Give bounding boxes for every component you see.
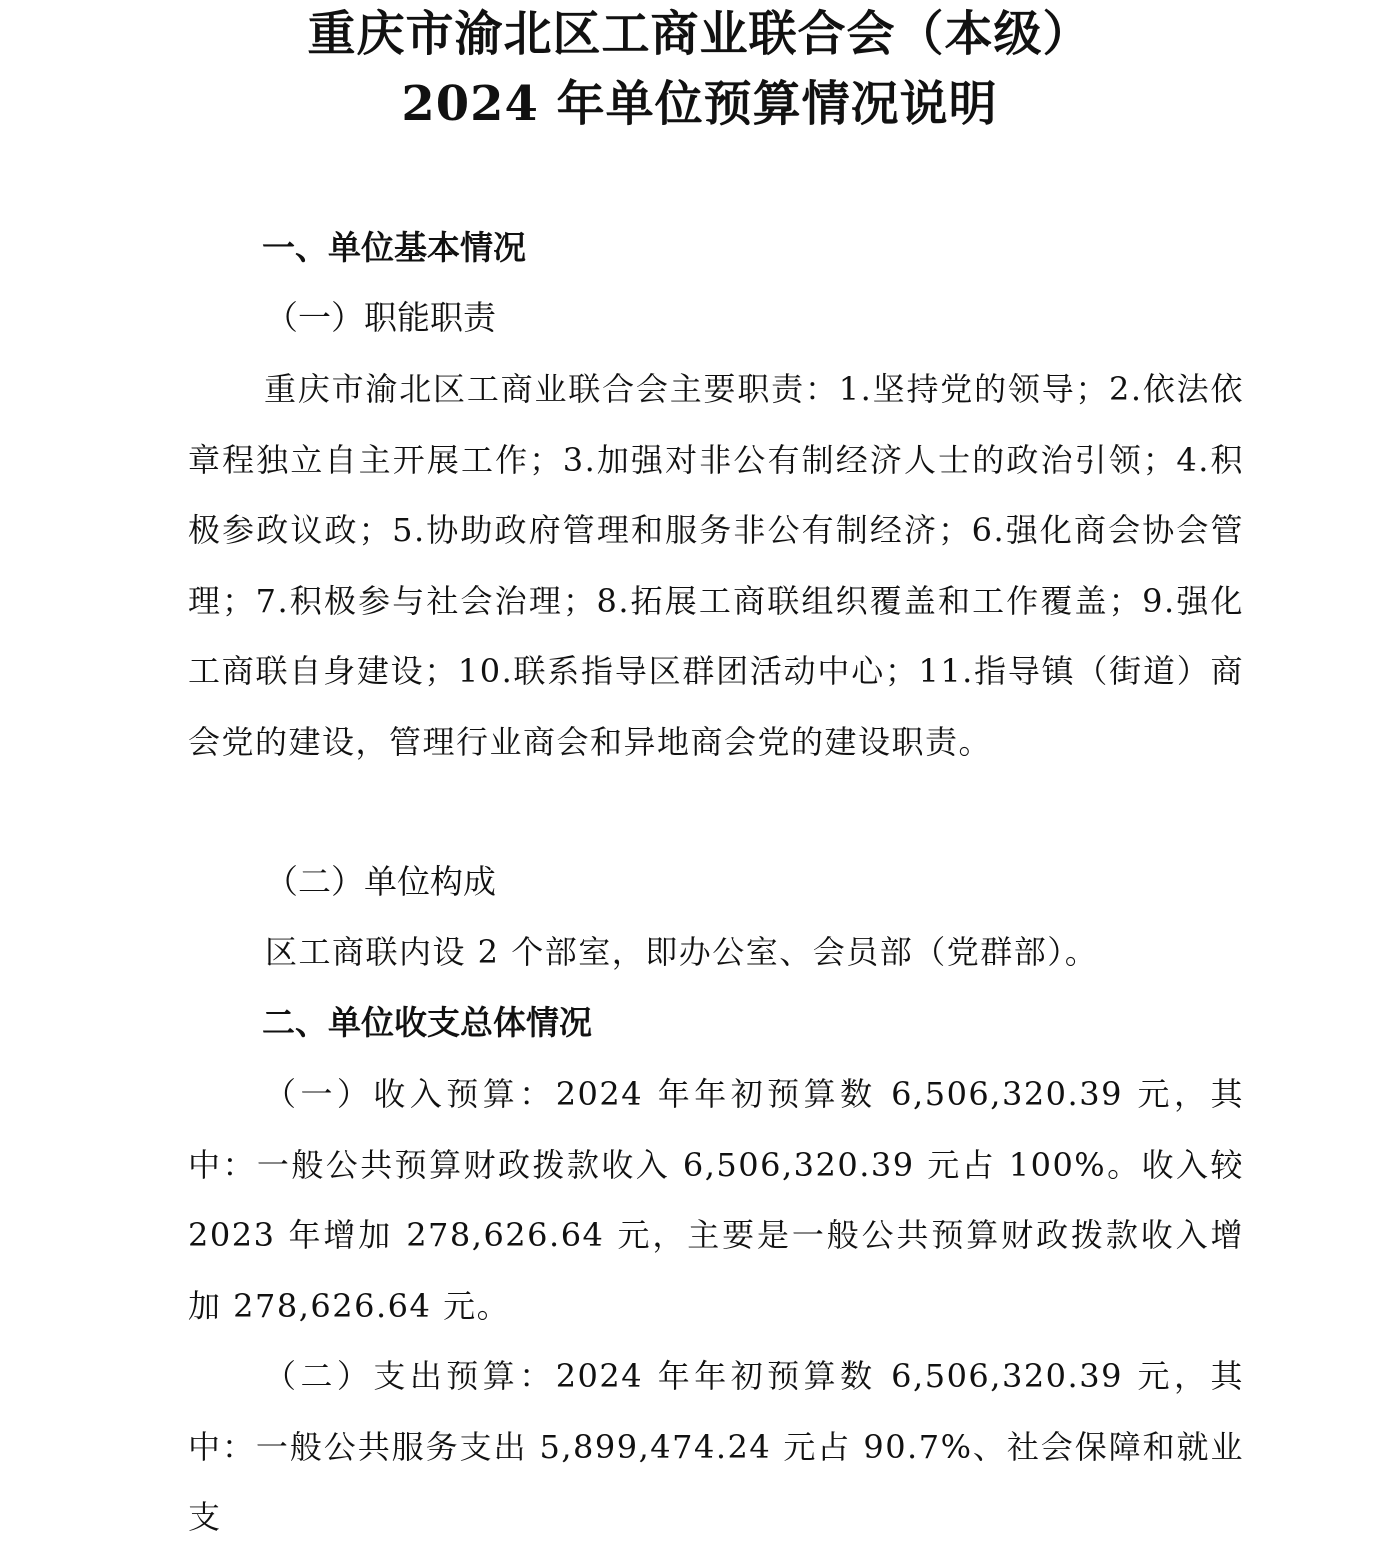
- section2-heading: 二、单位收支总体情况: [262, 1003, 592, 1042]
- expense-budget-paragraph: （二）支出预算：2024 年年初预算数 6,506,320.39 元，其中：一般公共服务支出 5,899,474.24 元占 90.7%、社会保障和就业支: [188, 1357, 1244, 1536]
- document-title-line2: 2024 年单位预算情况说明: [401, 76, 998, 132]
- composition-paragraph: 区工商联内设 2 个部室，即办公室、会员部（党群部）。: [265, 933, 1099, 971]
- subsection-composition-heading: （二）单位构成: [265, 862, 496, 901]
- income-budget-paragraph: （一）收入预算：2024 年年初预算数 6,506,320.39 元，其中：一般公共预算财政拨款收入 6,506,320.39 元占 100%。收入较 2023 年增加 278,626.64 元，主要是一般公共预算财政拨款收入增加 278,626.64 元。: [188, 1075, 1244, 1325]
- subsection-duties-heading: （一）职能职责: [265, 298, 496, 337]
- document-title-line1: 重庆市渝北区工商业联合会（本级）: [307, 6, 1092, 62]
- section1-heading: 一、单位基本情况: [262, 228, 526, 267]
- duties-paragraph: 重庆市渝北区工商业联合会主要职责：1.坚持党的领导；2.依法依章程独立自主开展工作；3.加强对非公有制经济人士的政治引领；4.积极参政议政；5.协助政府管理和服务非公有制经济；6.强化商会协会管理；7.积极参与社会治理；8.拓展工商联组织覆盖和工作覆盖；9.强化工商联自身建设；10.联系指导区群团活动中心；11.指导镇（街道）商会党的建设，管理行业商会和异地商会党的建设职责。: [188, 370, 1244, 761]
